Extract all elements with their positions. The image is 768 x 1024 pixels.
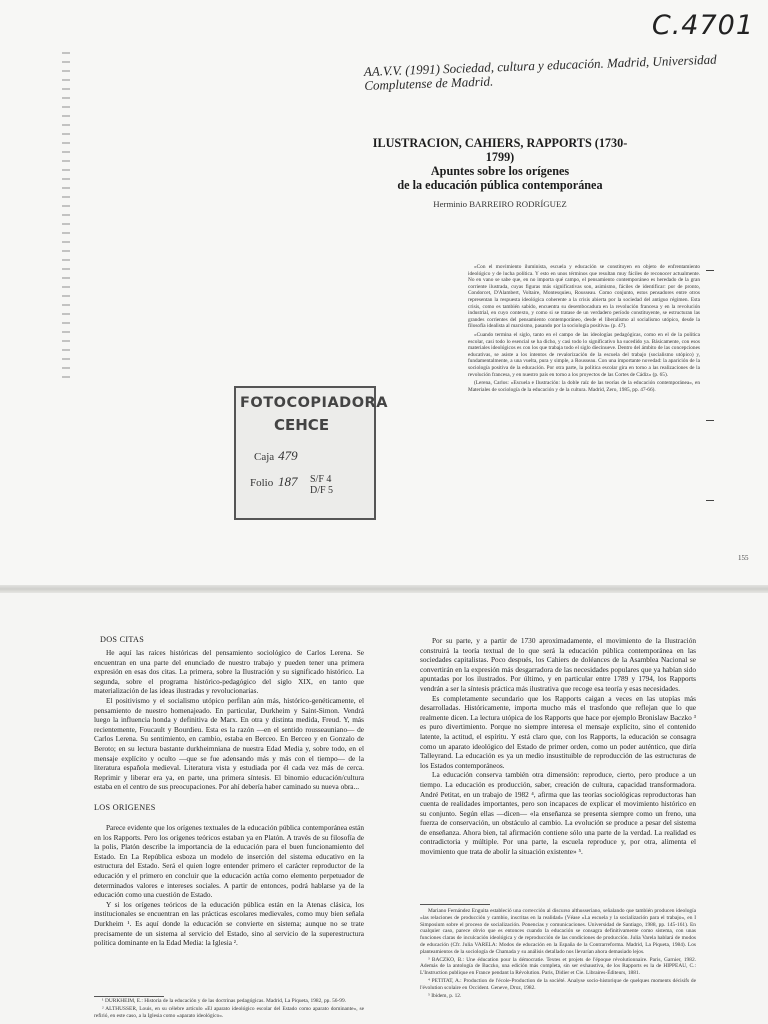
margin-tick (706, 270, 714, 271)
footnotes-right (420, 908, 696, 1000)
stamp-sheets (310, 474, 333, 496)
scan-edge-marks (62, 52, 70, 382)
stamp-folio (250, 474, 297, 490)
folio-value: 187 (277, 474, 298, 489)
archive-code: C.4701 (651, 10, 754, 41)
margin-tick (706, 420, 714, 421)
page-number: 155 (738, 554, 749, 562)
right-paragraph-1: Por su parte, y a partir de 1730 aproximadamente, el movimiento de la Ilustración construirá la teoría textual de lo que será la educación pública contemporánea en las sociedades capitalistas. Poco después, los Cahiers de doléances de la Asamblea Nacional se convertirán en la expresión más desgarradora de las necesidades populares que ya habían sido apuntadas por los ilustrados. Por último, y en particular entre 1789 y 1794, los Rapports vendrán a ser la síntesis práctica más ilustrativa que recoge esa teoría y esas necesidades. (420, 636, 696, 693)
stamp-sf: S/F 4 (310, 474, 332, 485)
footnote-althusser-continued: Mariano Fernández Enguita estableció una corrección al discurso althusseriano, señalando que también producen ideología «las relaciones de producción y cambio, inscritas en la realidad» (Véase «La escuela y la socialización para el trabajo», en I Simposium sobre el proceso de socialización. Ponencias y comunicaciones. Universidad de Santiago, 1988, pp. 145-161). En cualquier caso, parece obvio que es entonces cuando la educación se consagra definitivamente como sistema, con unas funciones claras de inculcación ideológica y de reproducción de las condiciones de producción. Julia Varela hablará de modos de educación (Cfr. Julia VARELA: Modos de educación en la España de la Contrarreforma. Madrid, La Piqueta, 1984). Los planteamientos de la sociología de Chamada y su análisis detallado nos llevarían ahora demasiado lejos. (420, 908, 696, 955)
folio-label: Folio (250, 477, 274, 489)
title-line-1: ILUSTRACION, CAHIERS, RAPPORTS (1730-1799) (372, 136, 628, 164)
origenes-paragraph-2: Y si los orígenes teóricos de la educación pública están en la Atenas clásica, los institucionales se encuentran en las prácticas escolares medievales, como muy bien señala Durkheim ¹. Es aquí donde la educación se convierte en sistema; aunque no se trate precisamente de un sistema al servicio del Estado, sino al servicio de la superestructura política dominante en la Edad Media: la Iglesia ². (94, 899, 364, 948)
stamp-title: FOTOCOPIADORA (240, 395, 388, 411)
page-fold (0, 585, 768, 593)
dos-citas-text (94, 648, 364, 792)
title-line-2: Apuntes sobre los orígenes (430, 164, 570, 178)
margin-tick (706, 500, 714, 501)
footnote-3: ³ BACZKO, B.: Une éducation pour la démocratie. Textes et projets de l'époque révolutionnaire. Paris, Garnier, 1982. Además de la antología de Baczko, una edición más completa, sin ser exhaustiva, de los Rapports es la de HIPPEAU, C.: L'Instruction publique en France pendant la Révolution. Paris, Didier et Cie. Libraires-Éditeurs, 1881. (420, 956, 696, 977)
library-stamp (234, 386, 388, 520)
dos-citas-paragraph-1: He aquí las raíces históricas del pensamiento sociológico de Carlos Lerena. Se encuentran en una parte del enunciado de nuestro trabajo y pueden tener una primera expresión en esas dos citas. La primera, sobre la Ilustración y su significado histórico. La segunda, sobre el programa histórico-pedagógico del siglo XIX, en tanto que materialización de las ideas ilustradas y revolucionarias. (94, 648, 364, 696)
stamp-caja (254, 448, 298, 464)
right-column-text (420, 636, 696, 857)
origenes-text (94, 823, 364, 948)
epigraph (468, 264, 700, 395)
heading-origenes: LOS ORIGENES (94, 803, 156, 812)
right-paragraph-3: La educación conserva también otra dimensión: reproduce, cierto, pero produce a un tiempo. La educación es producción, saber, creación de cultura, capacidad transformadora. André Petitat, en un trabajo de 1982 ⁴, afirma que las teorías sociológicas reproductoras han cuenta de realidades importantes, pero son incapaces de explicar el movimiento histórico en su conjunto. Según ellas —dicen— «la enseñanza se presenta siempre como un freno, una fuerza de conservación, un obstáculo al cambio. La evolución se produce a pesar del sistema de enseñanza. Ahora bien, tal afirmación contiene sólo una parte de la verdad. La realidad es contradictoria y múltiple. Por una parte, la escuela reproduce y, por otra, alimenta el movimiento que trata de abolir la situación existente» ⁵. (420, 770, 696, 857)
footnote-1: ¹ DURKHEIM, E.: Historia de la educación y de las doctrinas pedagógicas. Madrid, La Piqueta, 1982, pp. 56-99. (102, 998, 346, 1004)
stamp-center: CEHCE (274, 416, 330, 434)
footnote-rule-right (420, 904, 490, 905)
stamp-df: D/F 5 (310, 485, 334, 496)
right-paragraph-2: Es completamente secundario que los Rapports caigan a veces en las utopías más desarrolladas. Históricamente, importa mucho más el trasfondo que reflejan que lo que realmente dicen. La lectura utópica de los Rapports que hace por ejemplo Bronislaw Baczko ³ es puro divertimiento. Porque no siempre interesa el mensaje explícito, sino el contenido latente, la actitud, el espíritu. Y está claro que, con los Rapports, la educación se consagra como un aparato ideológico del Estado de primer orden, como un poder auténtico, que diría Talleyrand. La educación es ya un medio insustituible de reproducción de las estructuras de los Estados contemporáneos. (420, 693, 696, 770)
caja-label: Caja (254, 451, 275, 463)
footnote-5: ⁵ Ibidem, p. 12. (428, 992, 462, 999)
origenes-paragraph-1: Parece evidente que los orígenes textuales de la educación pública contemporánea están en los Rapports. Pero los orígenes teóricos estaban ya en Platón. A través de su filosofía de la polis, Platón describe la importancia de la educación para el buen funcionamiento del Estado. En La República esboza un modelo de inserción del sistema educativo en la estructura del Estado. Será el quien logre entender primero el carácter reproductor de la educación y el primero en concluir que la educación actúa como elemento perpetuador de determinados valores e intereses sociales. A partir de entonces, podrá hablarse ya de la educación como una cuestión de Estado. (94, 823, 364, 900)
epigraph-citation: (Lerena, Carlos: «Escuela e Ilustración: la doble raíz de las teorías de la educación contemporánea», en Materiales de sociología de la educación y de la cultura. Madrid, Zero, 1985, pp. 47-66). (468, 380, 700, 393)
heading-dos-citas: DOS CITAS (100, 635, 145, 644)
epigraph-paragraph-1: «Con el movimiento iluminista, escuela y educación se constituyen en objeto de enfrentamiento ideológico y de lucha política. Y esto en unos términos que resultan muy fáciles de reconocer actualmente. No en vano se sabe que, en no importa qué campo, el pensamiento contemporáneo es heredado de la gran corriente ilustrada, cuyas figuras más significativas son, asimismo, fáciles de identificar: por de pronto, Condorcet, D'Alambert, Voltaire, Montesquieu, Rousseau. Como conjunto, estos pensadores entre otros representan la respuesta ideológica coherente a la crisis abierta por la sociedad del antiguo régimen. Esta crisis, como es también sabido, encuentra su desembocadura en la revolución francesa y en la revolución industrial, en cuyo contexto, y como si se tratase de un verdadero período constituyente, se estructuran las grandes corrientes del pensamiento contemporáneo, desde el liberalismo al socialismo utópico, desde la filosofía idealista al marxismo, pasando por la sociología positiva» (p. 47). (468, 264, 700, 330)
footnote-2: ² ALTHUSSER, Louis, en su célebre artículo «El aparato ideológico escolar del Estado como aparato dominante», se refirió, en este caso, a la Iglesia como «aparato ideológico». (94, 1005, 364, 1019)
footnotes-left (94, 998, 364, 1020)
epigraph-paragraph-2: «Cuando termina el siglo, tanto en el campo de las ideologías pedagógicas, como en el de la política escolar, casi todo lo esencial se ha dicho, y casi todo lo significativo ha sucedido ya. Básicamente, con esos materiales ideológicos es con los que trabaja todo el siglo diecinueve. Dentro del ámbito de las concepciones educativas, se asiste a los intentos de revalorización de la escuela del trabajo (socialismo utópico) y, fundamentalmente, a una vuelta, pura y simple, a Rousseau. Con una importante novedad: la aparición de la sociología positiva de la educación. Por otra parte, la política escolar gira en torno a las realizaciones de la revolución francesa, y en nuestro país en torno a los proyectos de las Cortes de Cádiz» (p. 65). (468, 331, 700, 378)
article-author: Herminio BARREIRO RODRÍGUEZ (433, 199, 567, 209)
dos-citas-paragraph-2: El positivismo y el socialismo utópico perfilan aún más, histórico-genéticamente, el pensamiento de nuestro homenajeado. En particular, Durkheim y Saint-Simon. Vendrá luego la influencia honda y definitiva de Marx. En otra y distinta medida, Freud. Y, más recientemente, Foucault y Bourdieu. Esta es la razón —en el sentido rousseauniano— de Carlos Lerena. Su sentimiento, en cambio, estaba en Berceo. En Berceo y en Gonzalo de Beroto; en su lectura bastante durkheimniana de nuestra Edad Media y, sobre todo, en el mensaje explícito y oculto —que se fue adensando más y más con el tiempo— de la literatura española medieval. Literatura vista y estudiada por él cada vez más de cerca. Reprimir y liberar era ya, en parte, una primera síntesis. El binomio educación/cultura estaba en el centro de sus preocupaciones. Por ahí debería haber caminado su nueva obra... (94, 695, 364, 792)
article-title (360, 136, 640, 192)
footnote-4: ⁴ PETITAT, A.: Production de l'école-Production de la société. Analyse socio-historique de quelques moments décisifs de l'évolution scolaire en Occident. Geneve, Droz, 1982. (420, 977, 696, 991)
footnote-rule-left (94, 996, 164, 997)
title-line-3: de la educación pública contemporánea (397, 178, 603, 192)
caja-value: 479 (278, 448, 298, 463)
handwritten-reference: AA.V.V. (1991) Sociedad, cultura y educación. Madrid, Universidad Complutense de Madrid. (363, 51, 717, 93)
